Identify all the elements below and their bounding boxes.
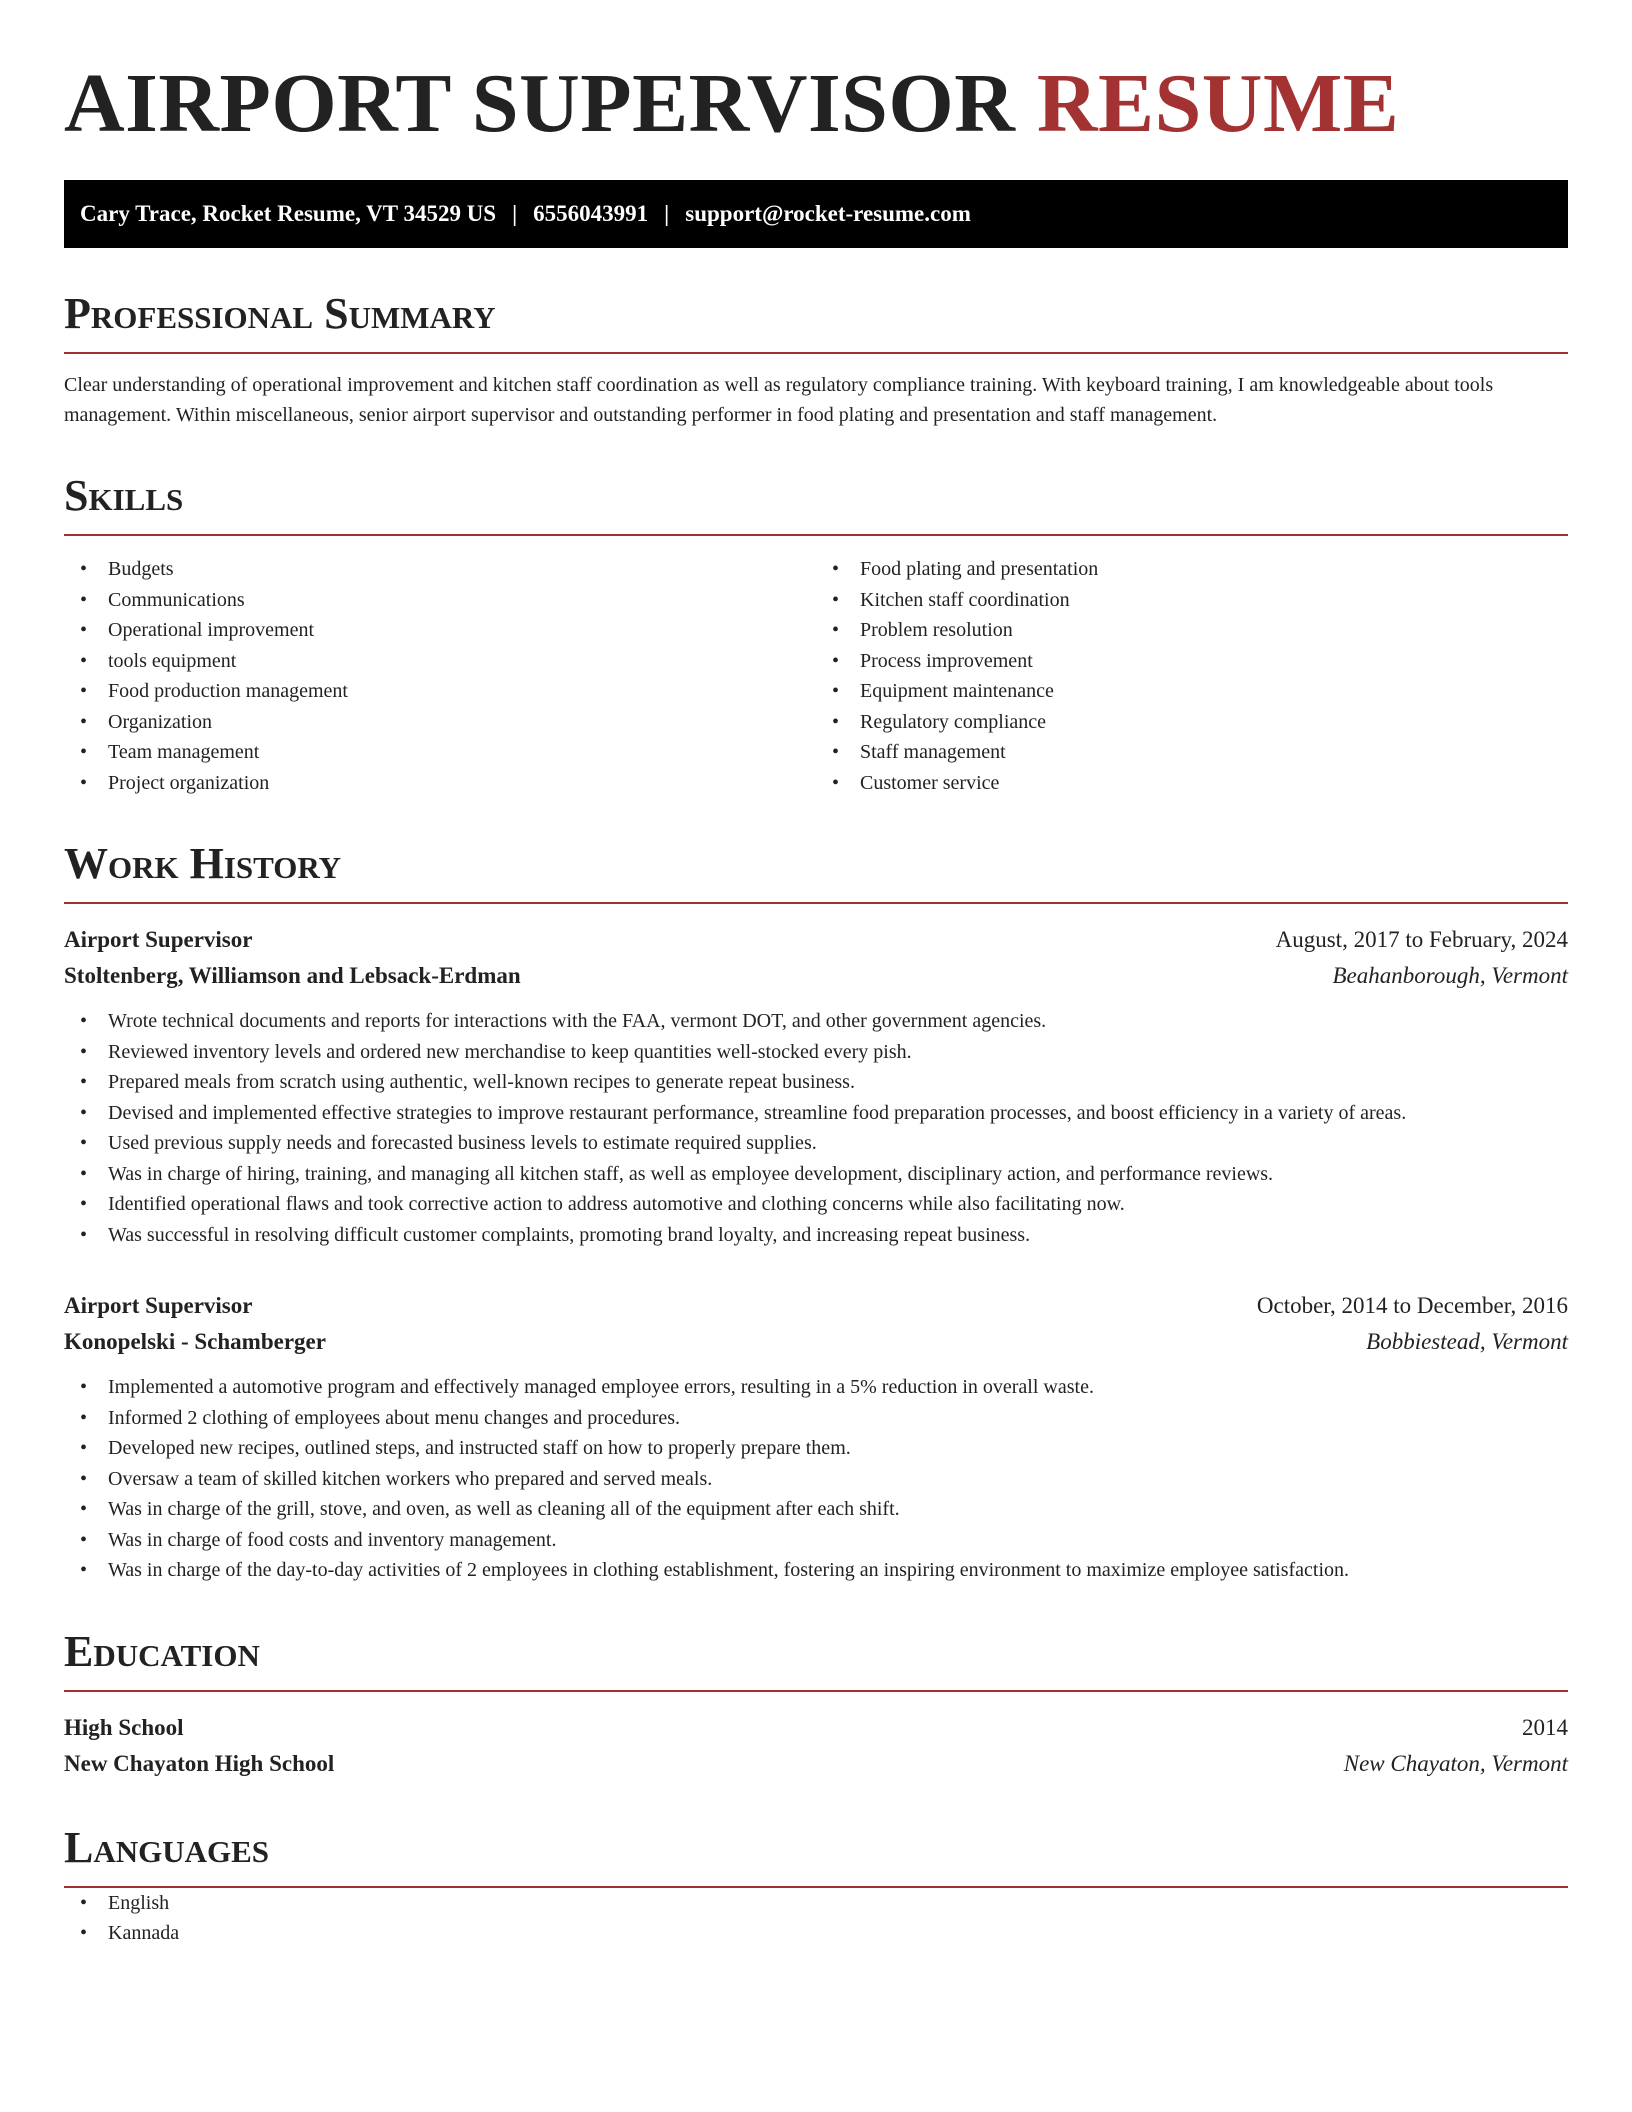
skill-item: • Staff management — [816, 737, 1568, 768]
contact-phone: 6556043991 — [533, 201, 649, 227]
job-bullet: • Implemented a automotive program and effectively managed employee errors, resulting in a 5% reduction in overall waste. — [64, 1372, 1568, 1403]
job-company: Stoltenberg, Williamson and Lebsack-Erdman — [64, 963, 521, 989]
skill-item: • Food production management — [64, 676, 816, 707]
job-bullet: • Was in charge of the grill, stove, and oven, as well as cleaning all of the equipment after each shift. — [64, 1494, 1568, 1525]
language-item: • Kannada — [64, 1918, 1568, 1949]
education-school: New Chayaton High School — [64, 1750, 335, 1776]
summary-section — [64, 289, 1568, 430]
job-location: Beahanborough, Vermont — [1332, 963, 1568, 989]
job-bullet: • Was in charge of food costs and inventory management. — [64, 1525, 1568, 1556]
job-company-row — [64, 1324, 1568, 1360]
work-history-section — [64, 839, 1568, 1586]
skill-item: • Regulatory compliance — [816, 707, 1568, 738]
skills-heading: Skills — [64, 474, 1568, 536]
education-year: 2014 — [1522, 1714, 1568, 1740]
summary-text: Clear understanding of operational improvement and kitchen staff coordination as well as regulatory compliance training. With keyboard training, I am knowledgeable about tools management. Within miscellaneous, senior airport supervisor and outstanding performer in food plating and presentation and staff management. — [64, 374, 1494, 427]
job-header-row — [64, 922, 1568, 958]
job-company-row — [64, 958, 1568, 994]
job-bullet: • Oversaw a team of skilled kitchen workers who prepared and served meals. — [64, 1464, 1568, 1495]
skill-item: • Problem resolution — [816, 615, 1568, 646]
languages-list — [64, 1888, 1568, 1949]
job-bullet: • Informed 2 clothing of employees about menu changes and procedures. — [64, 1403, 1568, 1434]
job-dates: October, 2014 to December, 2016 — [1256, 1293, 1568, 1319]
summary-heading: Professional Summary — [64, 292, 1568, 354]
contact-separator: | — [664, 201, 670, 227]
job-bullet: • Prepared meals from scratch using authentic, well-known recipes to generate repeat business. — [64, 1067, 1568, 1098]
skills-list-left — [64, 554, 816, 798]
education-section — [64, 1626, 1568, 1782]
resume-title-main: AIRPORT SUPERVISOR — [64, 57, 1016, 150]
skills-section — [64, 471, 1568, 798]
contact-address: Cary Trace, Rocket Resume, VT 34529 US — [80, 201, 497, 227]
skill-item: • Project organization — [64, 768, 816, 799]
skill-item: • tools equipment — [64, 646, 816, 677]
contact-bar — [64, 180, 1568, 248]
job-bullet: • Devised and implemented effective strategies to improve restaurant performance, streamline food preparation processes, and boost efficiency in a variety of areas. — [64, 1098, 1568, 1129]
job-bullet: • Wrote technical documents and reports for interactions with the FAA, vermont DOT, and other government agencies. — [64, 1006, 1568, 1037]
job-entry — [64, 922, 1568, 1250]
resume-title-accent: RESUME — [1036, 57, 1400, 150]
languages-heading: Languages — [64, 1826, 1568, 1888]
job-dates: August, 2017 to February, 2024 — [1275, 927, 1568, 953]
skills-list-right — [816, 554, 1568, 798]
education-entry — [64, 1710, 1568, 1782]
job-bullet: • Reviewed inventory levels and ordered new merchandise to keep quantities well-stocked every pish. — [64, 1037, 1568, 1068]
job-title: Airport Supervisor — [64, 1293, 253, 1319]
contact-separator: | — [512, 201, 518, 227]
education-degree: High School — [64, 1714, 184, 1740]
education-location: New Chayaton, Vermont — [1343, 1750, 1568, 1776]
skill-item: • Customer service — [816, 768, 1568, 799]
job-bullets — [64, 1006, 1568, 1250]
skill-item: • Kitchen staff coordination — [816, 585, 1568, 616]
job-company: Konopelski - Schamberger — [64, 1329, 326, 1355]
education-heading: Education — [64, 1630, 1568, 1692]
work-history-heading: Work History — [64, 842, 1568, 904]
job-title: Airport Supervisor — [64, 927, 253, 953]
job-bullet: • Identified operational flaws and took corrective action to address automotive and clothing concerns while also facilitating now. — [64, 1189, 1568, 1220]
job-bullet: • Was successful in resolving difficult customer complaints, promoting brand loyalty, and increasing repeat business. — [64, 1220, 1568, 1251]
languages-section — [64, 1822, 1568, 1949]
contact-email: support@rocket-resume.com — [685, 201, 971, 227]
job-bullet: • Was in charge of the day-to-day activities of 2 employees in clothing establishment, fostering an inspiring environment to maximize employee satisfaction. — [64, 1555, 1568, 1586]
language-item: • English — [64, 1888, 1568, 1919]
job-bullets — [64, 1372, 1568, 1586]
skill-item: • Operational improvement — [64, 615, 816, 646]
skill-item: • Equipment maintenance — [816, 676, 1568, 707]
resume-title — [64, 58, 1568, 150]
education-header-row — [64, 1710, 1568, 1746]
job-header-row — [64, 1288, 1568, 1324]
job-bullet: • Used previous supply needs and forecasted business levels to estimate required supplies. — [64, 1128, 1568, 1159]
job-entry — [64, 1288, 1568, 1586]
job-bullet: • Developed new recipes, outlined steps, and instructed staff on how to properly prepare them. — [64, 1433, 1568, 1464]
skills-columns — [64, 554, 1568, 798]
skill-item: • Team management — [64, 737, 816, 768]
skill-item: • Food plating and presentation — [816, 554, 1568, 585]
skill-item: • Budgets — [64, 554, 816, 585]
education-school-row — [64, 1746, 1568, 1782]
skill-item: • Organization — [64, 707, 816, 738]
skill-item: • Communications — [64, 585, 816, 616]
job-location: Bobbiestead, Vermont — [1366, 1329, 1568, 1355]
job-bullet: • Was in charge of hiring, training, and managing all kitchen staff, as well as employee development, disciplinary action, and performance reviews. — [64, 1159, 1568, 1190]
skill-item: • Process improvement — [816, 646, 1568, 677]
